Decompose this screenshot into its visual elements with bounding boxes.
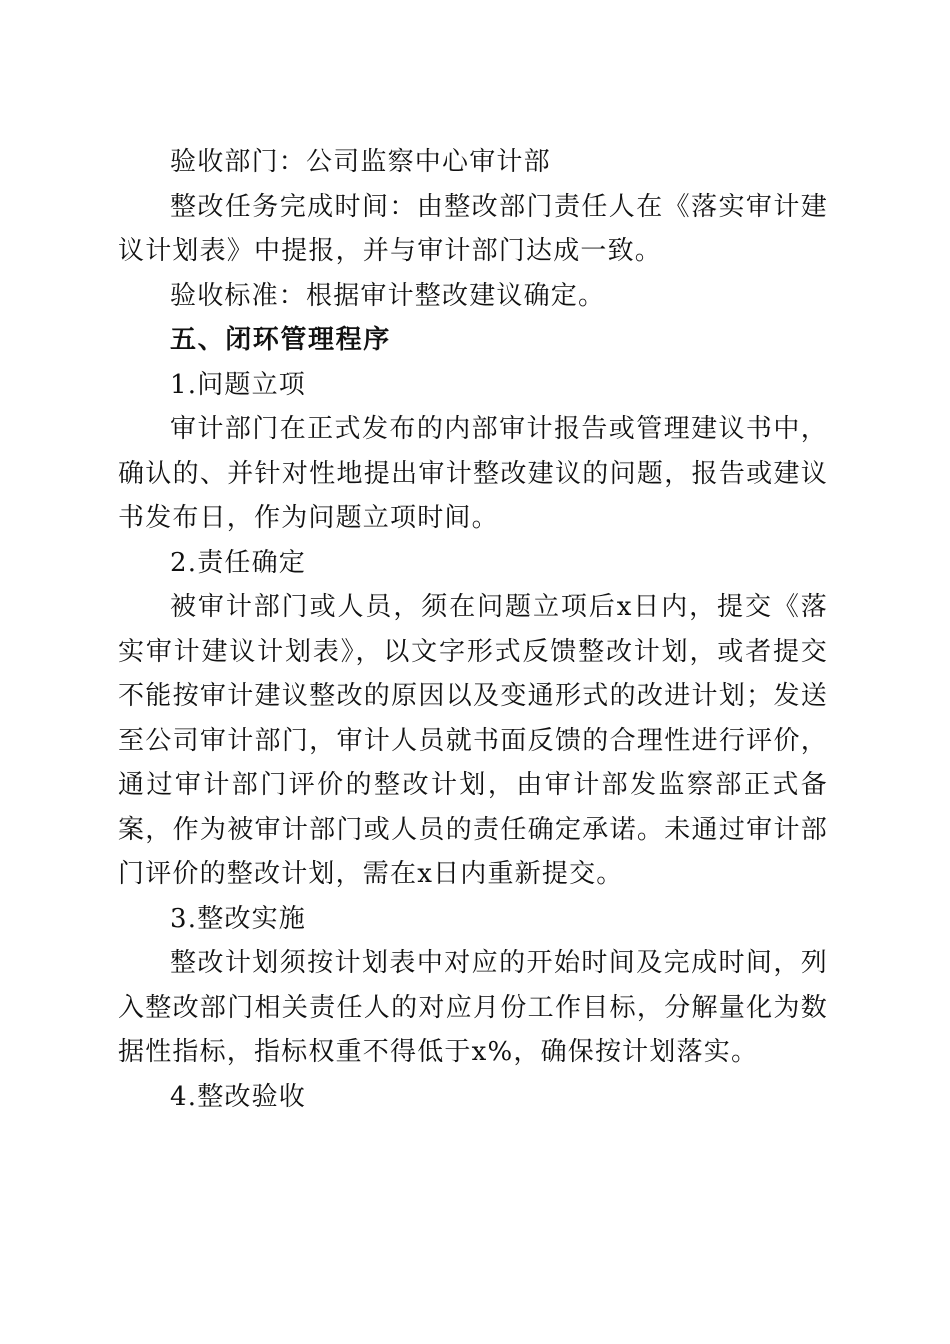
acceptance-standard-paragraph: 验收标准：根据审计整改建议确定。 xyxy=(170,280,606,311)
item-body-implementation: 整改计划须按计划表中对应的开始时间及完成时间，列入整改部门相关责任人的对应月份工作目标，分解量化为数据性指标，指标权重不得低于x%，确保按计划落实。 xyxy=(118,948,828,1067)
acceptance-department-paragraph: 验收部门：公司监察中心审计部 xyxy=(170,147,551,177)
item-body-responsibility: 被审计部门或人员，须在问题立项后x日内，提交《落实审计建议计划表》，以文字形式反馈整改计划，或者提交不能按审计建议整改的原因以及变通形式的改进计划；发送至公司审计部门，审计人员就书面反馈的合理性进行评价，通过审计部门评价的整改计划，由审计部发监察部正式备案，作为被审计部门或人员的责任确定承诺。未通过审计部门评价的整改计划，需在x日内重新提交。 xyxy=(118,592,828,889)
document-body xyxy=(118,140,828,1119)
item-title-responsibility: 2.责任确定 xyxy=(170,547,307,578)
section-heading: 五、闭环管理程序 xyxy=(170,325,391,355)
item-title-implementation: 3.整改实施 xyxy=(170,903,307,934)
item-body-problem-initiation: 审计部门在正式发布的内部审计报告或管理建议书中，确认的、并针对性地提出审计整改建议的问题，报告或建议书发布日，作为问题立项时间。 xyxy=(118,414,828,533)
completion-time-paragraph: 整改任务完成时间：由整改部门责任人在《落实审计建议计划表》中提报，并与审计部门达成一致。 xyxy=(118,191,828,266)
item-title-acceptance: 4.整改验收 xyxy=(170,1081,307,1112)
item-title-problem-initiation: 1.问题立项 xyxy=(170,369,307,400)
